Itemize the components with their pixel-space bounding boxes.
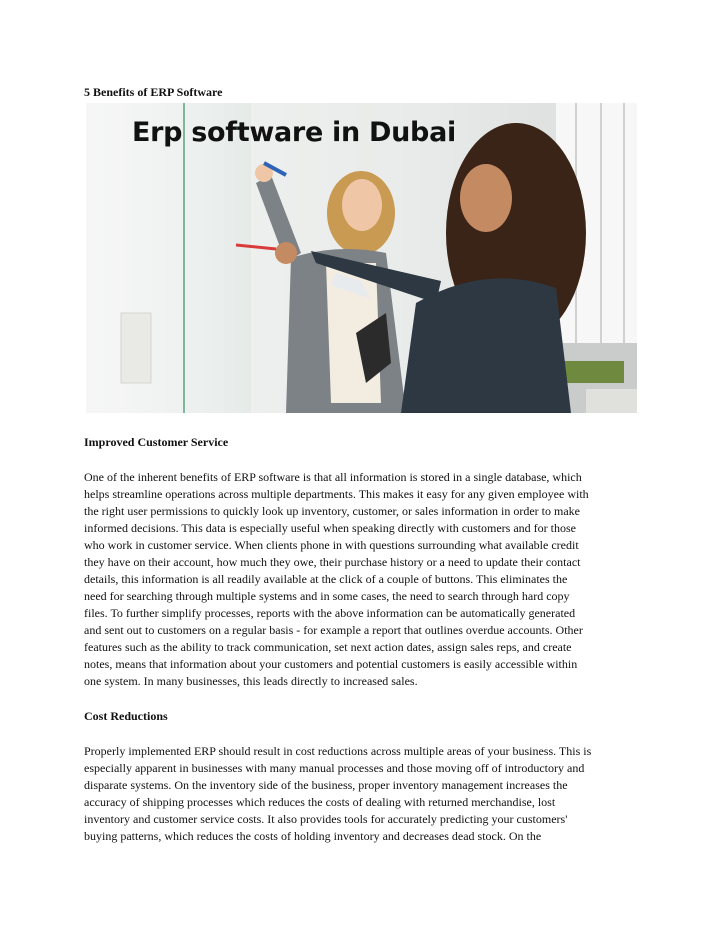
document-title: 5 Benefits of ERP Software — [84, 85, 223, 99]
section-heading-customer-service: Improved Customer Service — [84, 435, 229, 449]
paragraph-line: features such as the ability to track communication, set next action dates, assign sales reps, and create — [84, 640, 572, 654]
paragraph-line: One of the inherent benefits of ERP software is that all information is stored in a single database, which — [84, 470, 582, 484]
paragraph-line: inventory and customer service costs. It also provides tools for accurately predicting your customers' — [84, 812, 568, 826]
paragraph-line: who work in customer service. When clients phone in with questions surrounding what available credit — [84, 538, 579, 552]
paragraph-line: need for searching through multiple systems and in some cases, the need to search through hard copy — [84, 589, 570, 603]
paragraph-line: accuracy of shipping processes which reduces the costs of dealing with returned merchandise, lost — [84, 795, 556, 809]
paragraph-line: one system. In many businesses, this leads directly to increased sales. — [84, 674, 418, 688]
paragraph-line: disparate systems. On the inventory side of the business, proper inventory management increases the — [84, 778, 568, 792]
paragraph-line: notes, means that information about your customers and potential customers is easily accessible within — [84, 657, 578, 671]
paragraph-line: details, this information is all readily available at the click of a couple of buttons. This eliminates the — [84, 572, 568, 586]
paragraph-line: files. To further simplify processes, reports with the above information can be automatically generated — [84, 606, 576, 620]
section-heading-cost-reductions: Cost Reductions — [84, 709, 168, 723]
paragraph-line: the right user permissions to quickly look up inventory, customer, or sales information in order to make — [84, 504, 580, 518]
paragraph-line: helps streamline operations across multiple departments. This makes it easy for any given employee with — [84, 487, 589, 501]
hero-image — [86, 103, 637, 413]
office-photo — [86, 103, 637, 413]
paragraph-line: they have on their account, how much they owe, their purchase history or a need to update their contact — [84, 555, 581, 569]
paragraph-line: Properly implemented ERP should result in cost reductions across multiple areas of your business. This is — [84, 744, 592, 758]
hero-caption: Erp software in Dubai — [132, 117, 456, 148]
paragraph-line: especially apparent in businesses with many manual processes and those moving off of introductory and — [84, 761, 585, 775]
paragraph-line: informed decisions. This data is especially useful when speaking directly with customers and for those — [84, 521, 576, 535]
paragraph-line: buying patterns, which reduces the costs of holding inventory and decreases dead stock. On the — [84, 829, 542, 843]
paragraph-line: and sent out to customers on a regular basis - for example a report that outlines overdue accounts. Other — [84, 623, 583, 637]
